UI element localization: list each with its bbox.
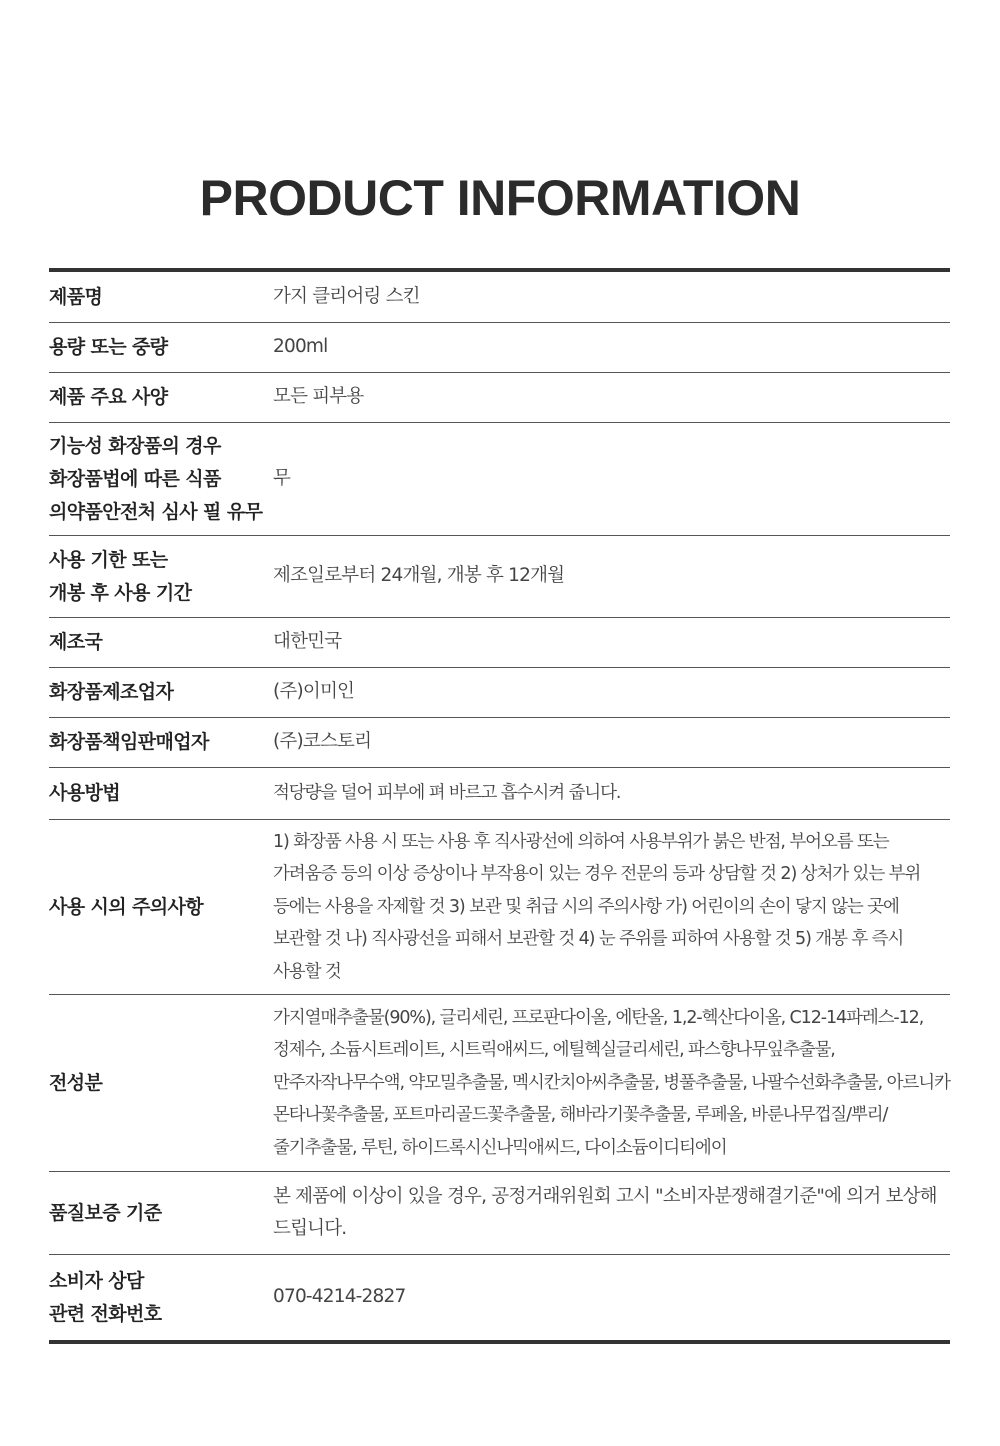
row-label: 품질보증 기준: [49, 1201, 162, 1224]
table-row-caution: [49, 819, 950, 994]
row-value: 적당량을 덜어 피부에 펴 바르고 흡수시켜 줍니다.: [273, 783, 621, 804]
row-value: 무: [273, 467, 291, 489]
table-row-product-name: [49, 272, 950, 322]
row-label: 제조국: [49, 631, 103, 653]
row-label: 용량 또는 중량: [49, 336, 168, 358]
row-label: 사용방법: [49, 782, 121, 804]
row-value: (주)코스토리: [273, 731, 372, 753]
row-label: 제품명: [49, 285, 103, 308]
row-label: 사용 기한 또는 개봉 후 사용 기간: [49, 548, 192, 604]
row-label: 기능성 화장품의 경우 화장품법에 따른 식품 의약품안전처 심사 필 유무: [49, 434, 263, 523]
row-value: 모든 피부용: [273, 386, 364, 408]
table-row-contact: [49, 1254, 950, 1340]
row-label: 제품 주요 사양: [49, 386, 168, 408]
row-value: 제조일로부터 24개월, 개봉 후 12개월: [273, 565, 565, 587]
table-row-main-spec: [49, 372, 950, 422]
table-row-volume: [49, 322, 950, 372]
row-label: 소비자 상담 관련 전화번호: [49, 1269, 162, 1325]
table-row-quality: [49, 1171, 950, 1254]
row-label: 사용 시의 주의사항: [49, 895, 204, 918]
table-row-functional-review: [49, 422, 950, 535]
row-value: 070-4214-2827: [273, 1286, 406, 1308]
table-row-usage: [49, 767, 950, 819]
row-value: 가지열매추출물(90%), 글리세린, 프로판다이올, 에탄올, 1,2-헥산다이올, C12-14파레스-12, 정제수, 소듐시트레이트, 시트릭애씨드, 에틸헥실글리세린, 파스향나무잎추출물, 만주자작나무수액, 약모밀추출물, 멕시칸치아씨추출물, 병풀추출물, 나팔수선화추출물, 아르니카 몬타나꽃추출물, 포트마리골드꽃추출물, 해바라기꽃추출물, 루페올, 바룬나무껍질/뿌리/줄기추출물, 루틴, 하이드록시신나믹애씨드, 다이소듐이디티에이: [273, 1007, 950, 1158]
row-value: 1) 화장품 사용 시 또는 사용 후 직사광선에 의하여 사용부위가 붉은 반점, 부어오름 또는 가려움증 등의 이상 증상이나 부작용이 있는 경우 전문의 등과 상담할 것 2) 상처가 있는 부위 등에는 사용을 자제할 것 3) 보관 및 취급 시의 주의사항 가) 어린이의 손이 닿지 않는 곳에 보관할 것 나) 직사광선을 피해서 보관할 것 4) 눈 주위를 피하여 사용할 것 5) 개봉 후 즉시 사용할 것: [273, 831, 921, 982]
row-value: 대한민국: [273, 631, 342, 653]
table-row-ingredients: [49, 994, 950, 1171]
page-title: PRODUCT INFORMATION: [199, 170, 801, 226]
table-row-seller: [49, 717, 950, 767]
row-value: (주)이미인: [273, 681, 355, 703]
row-value: 200ml: [273, 336, 328, 358]
row-value: 가지 클리어링 스킨: [273, 285, 420, 307]
table-row-country: [49, 617, 950, 667]
row-value: 본 제품에 이상이 있을 경우, 공정거래위원회 고시 "소비자분쟁해결기준"에 의거 보상해 드립니다.: [273, 1185, 937, 1239]
row-label: 화장품제조업자: [49, 681, 174, 703]
product-info-table: [49, 268, 950, 1344]
table-row-expiry: [49, 535, 950, 617]
row-label: 전성분: [49, 1071, 103, 1094]
row-label: 화장품책임판매업자: [49, 731, 209, 753]
table-row-manufacturer: [49, 667, 950, 717]
